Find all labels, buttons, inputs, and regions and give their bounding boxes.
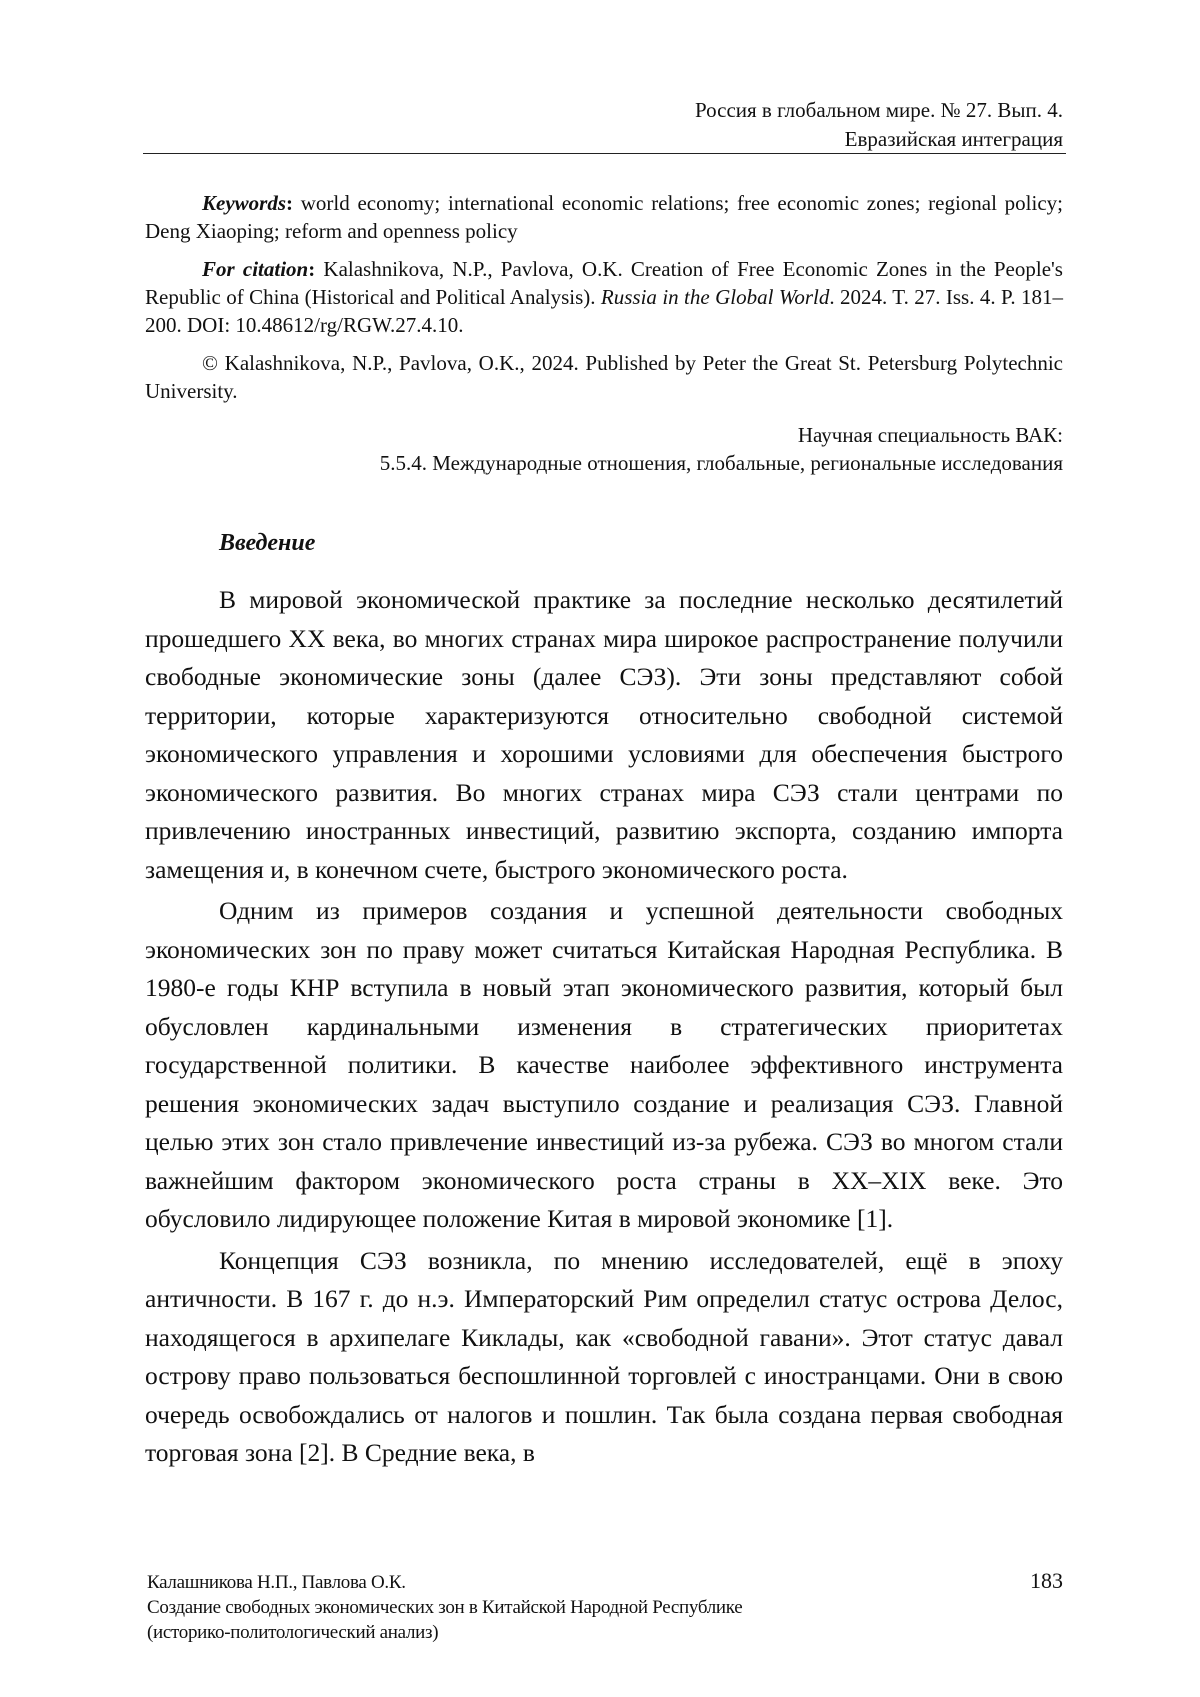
footer-title-line1: Создание свободных экономических зон в Китайской Народной Республике [147,1597,743,1618]
section-line: Евразийская интеграция [844,127,1063,151]
body-paragraph: Концепция СЭЗ возникла, по мнению исследователей, ещё в эпоху античности. В 167 г. до н.э. Императорский Рим определил статус острова Делос, находящегося в архипелаге Киклады, как «свободной гавани». Этот статус давал острову право пользоваться беспошлинной торговлей с иностранцами. Они в свою очередь освобождались от налогов и пошлин. Так была создана первая свободная торговая зона [2]. В Средние века, в [145,1245,1063,1467]
citation-journal: Russia in the Global World [600,285,830,309]
footer-title-line2: (историко-политологический анализ) [147,1622,439,1643]
vak-label: Научная специальность ВАК: [797,423,1063,447]
citation-label: For citation [202,257,309,281]
vak-specialty [145,421,1063,477]
vak-value: 5.5.4. Международные отношения, глобальные, региональные исследования [379,451,1063,475]
running-head [143,96,1063,154]
footer-authors: Калашникова Н.П., Павлова О.К. [147,1572,406,1593]
page-number: 183 [1030,1568,1063,1593]
header-rule [143,153,1066,154]
footer-article-info [147,1570,907,1645]
metadata-block [145,189,1063,415]
keywords-label: Keywords [202,191,286,215]
journal-line: Россия в глобальном мире. № 27. Вып. 4. [694,98,1063,122]
body-paragraph: В мировой экономической практике за последние несколько десятилетий прошедшего XX века, во многих странах мира широкое распространение получили свободные экономические зоны (далее СЭЗ). Эти зоны представляют собой территории, которые характеризуются относительно свободной системой экономического управления и хорошими условиями для обеспечения быстрого экономического развития. Во многих странах мира СЭЗ стали центрами по привлечению иностранных инвестиций, развитию экспорта, созданию импорта замещения и, в конечном счете, быстрого экономического роста. [145,585,1063,884]
keywords-colon: : [286,191,293,215]
body-paragraph: Одним из примеров создания и успешной деятельности свободных экономических зон по праву может считаться Китайская Народная Республика. В 1980-е годы КНР вступила в новый этап экономического развития, который был обусловлен кардинальными изменения в стратегических приоритетах государственной политики. В качестве наиболее эффективного инструмента решения экономических задач выступило создание и реализация СЭЗ. Главной целью этих зон стало привлечение инвестиций из-за рубежа. СЭЗ во многом стали важнейшим фактором экономического роста страны в XX–XIX веке. Это обусловило лидирующее положение Китая в мировой экономике [1]. [145,896,1063,1233]
copyright-paragraph: © Kalashnikova, N.P., Pavlova, O.K., 2024. Published by Peter the Great St. Petersburg Polytechnic University. [145,351,1063,403]
citation-text-after: . 2024. T. 27. Iss. 4. P. 181–200. DOI: 10.48612/rg/RGW.27.4.10. [145,285,1063,337]
keywords-paragraph [145,189,1063,245]
citation-colon: : [308,257,316,281]
citation-paragraph [145,255,1063,339]
citation-text-before: Kalashnikova, N.P., Pavlova, O.K. Creation of Free Economic Zones in the People's Republic of China (Historical and Political Analysis). [145,257,1063,309]
section-title: Введение [219,530,316,556]
keywords-text: world economy; international economic relations; free economic zones; regional policy; Deng Xiaoping; reform and openness policy [145,191,1063,243]
body-text [145,581,1063,1476]
